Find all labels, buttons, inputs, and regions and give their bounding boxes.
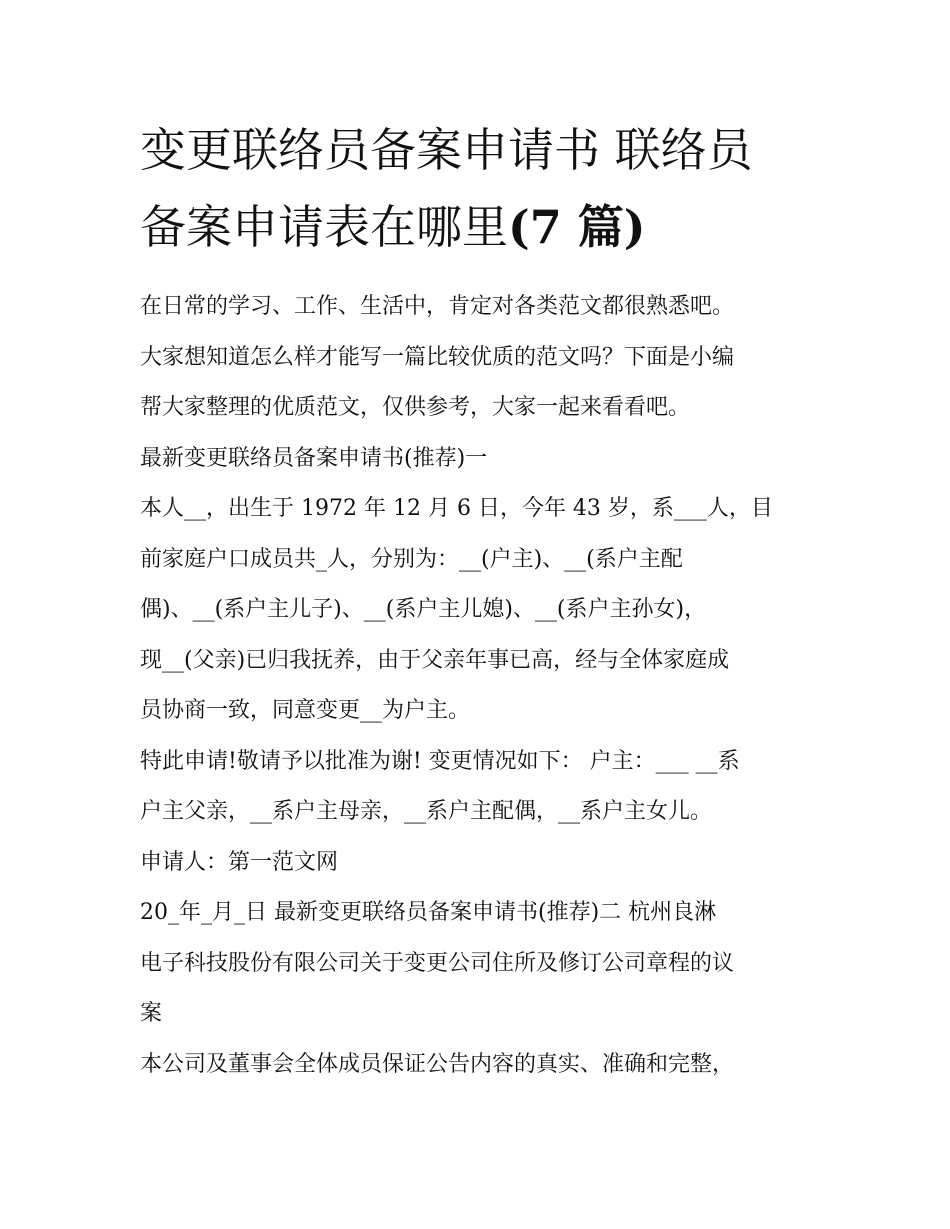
document-body (140, 282, 820, 1090)
title-count: (7 篇) (508, 200, 646, 254)
text-line: 现__(父亲)已归我抚养，由于父亲年事已高，经与全体家庭成 (140, 647, 730, 673)
title-line-1: 变更联络员备案申请书 联络员 (140, 123, 753, 177)
text-line: 20_年_月_日 最新变更联络员备案申请书(推荐)二 杭州良淋 (140, 900, 717, 925)
document-page (140, 112, 820, 1090)
applicant-line: 申请人：第一范文网 (140, 849, 339, 875)
document-title (140, 112, 820, 266)
text-line: 户主父亲，__系户主母亲，__系户主配偶，__系户主女儿。 (140, 799, 713, 824)
section-heading: 最新变更联络员备案申请书(推荐)一 (140, 445, 488, 471)
text-line: 电子科技股份有限公司关于变更公司住所及修订公司章程的议 (140, 950, 735, 976)
text-line: 员协商一致，同意变更__为户主。 (140, 698, 471, 723)
text-line: 本公司及董事会全体成员保证公告内容的真实、准确和完整， (140, 1051, 735, 1077)
text-line: 在日常的学习、工作、生活中，肯定对各类范文都很熟悉吧。 (140, 294, 735, 319)
text-line: 偶)、__(系户主儿子)、__(系户主儿媳)、__(系户主孙女)， (140, 597, 707, 622)
text-line: 特此申请!敬请予以批准为谢! 变更情况如下： 户主：___ __系 (140, 748, 740, 774)
title-line-2: 备案申请表在哪里 (140, 200, 508, 254)
text-line: 前家庭户口成员共_人，分别为：__(户主)、__(系户主配 (140, 546, 683, 572)
text-line: 案 (140, 1001, 163, 1026)
text-line: 本人__，出生于 1972 年 12 月 6 日，今年 43 岁，系___人，目 (140, 496, 773, 521)
text-line: 帮大家整理的优质范文，仅供参考，大家一起来看看吧。 (140, 395, 691, 420)
text-line: 大家想知道怎么样才能写一篇比较优质的范文吗？下面是小编 (140, 344, 735, 370)
